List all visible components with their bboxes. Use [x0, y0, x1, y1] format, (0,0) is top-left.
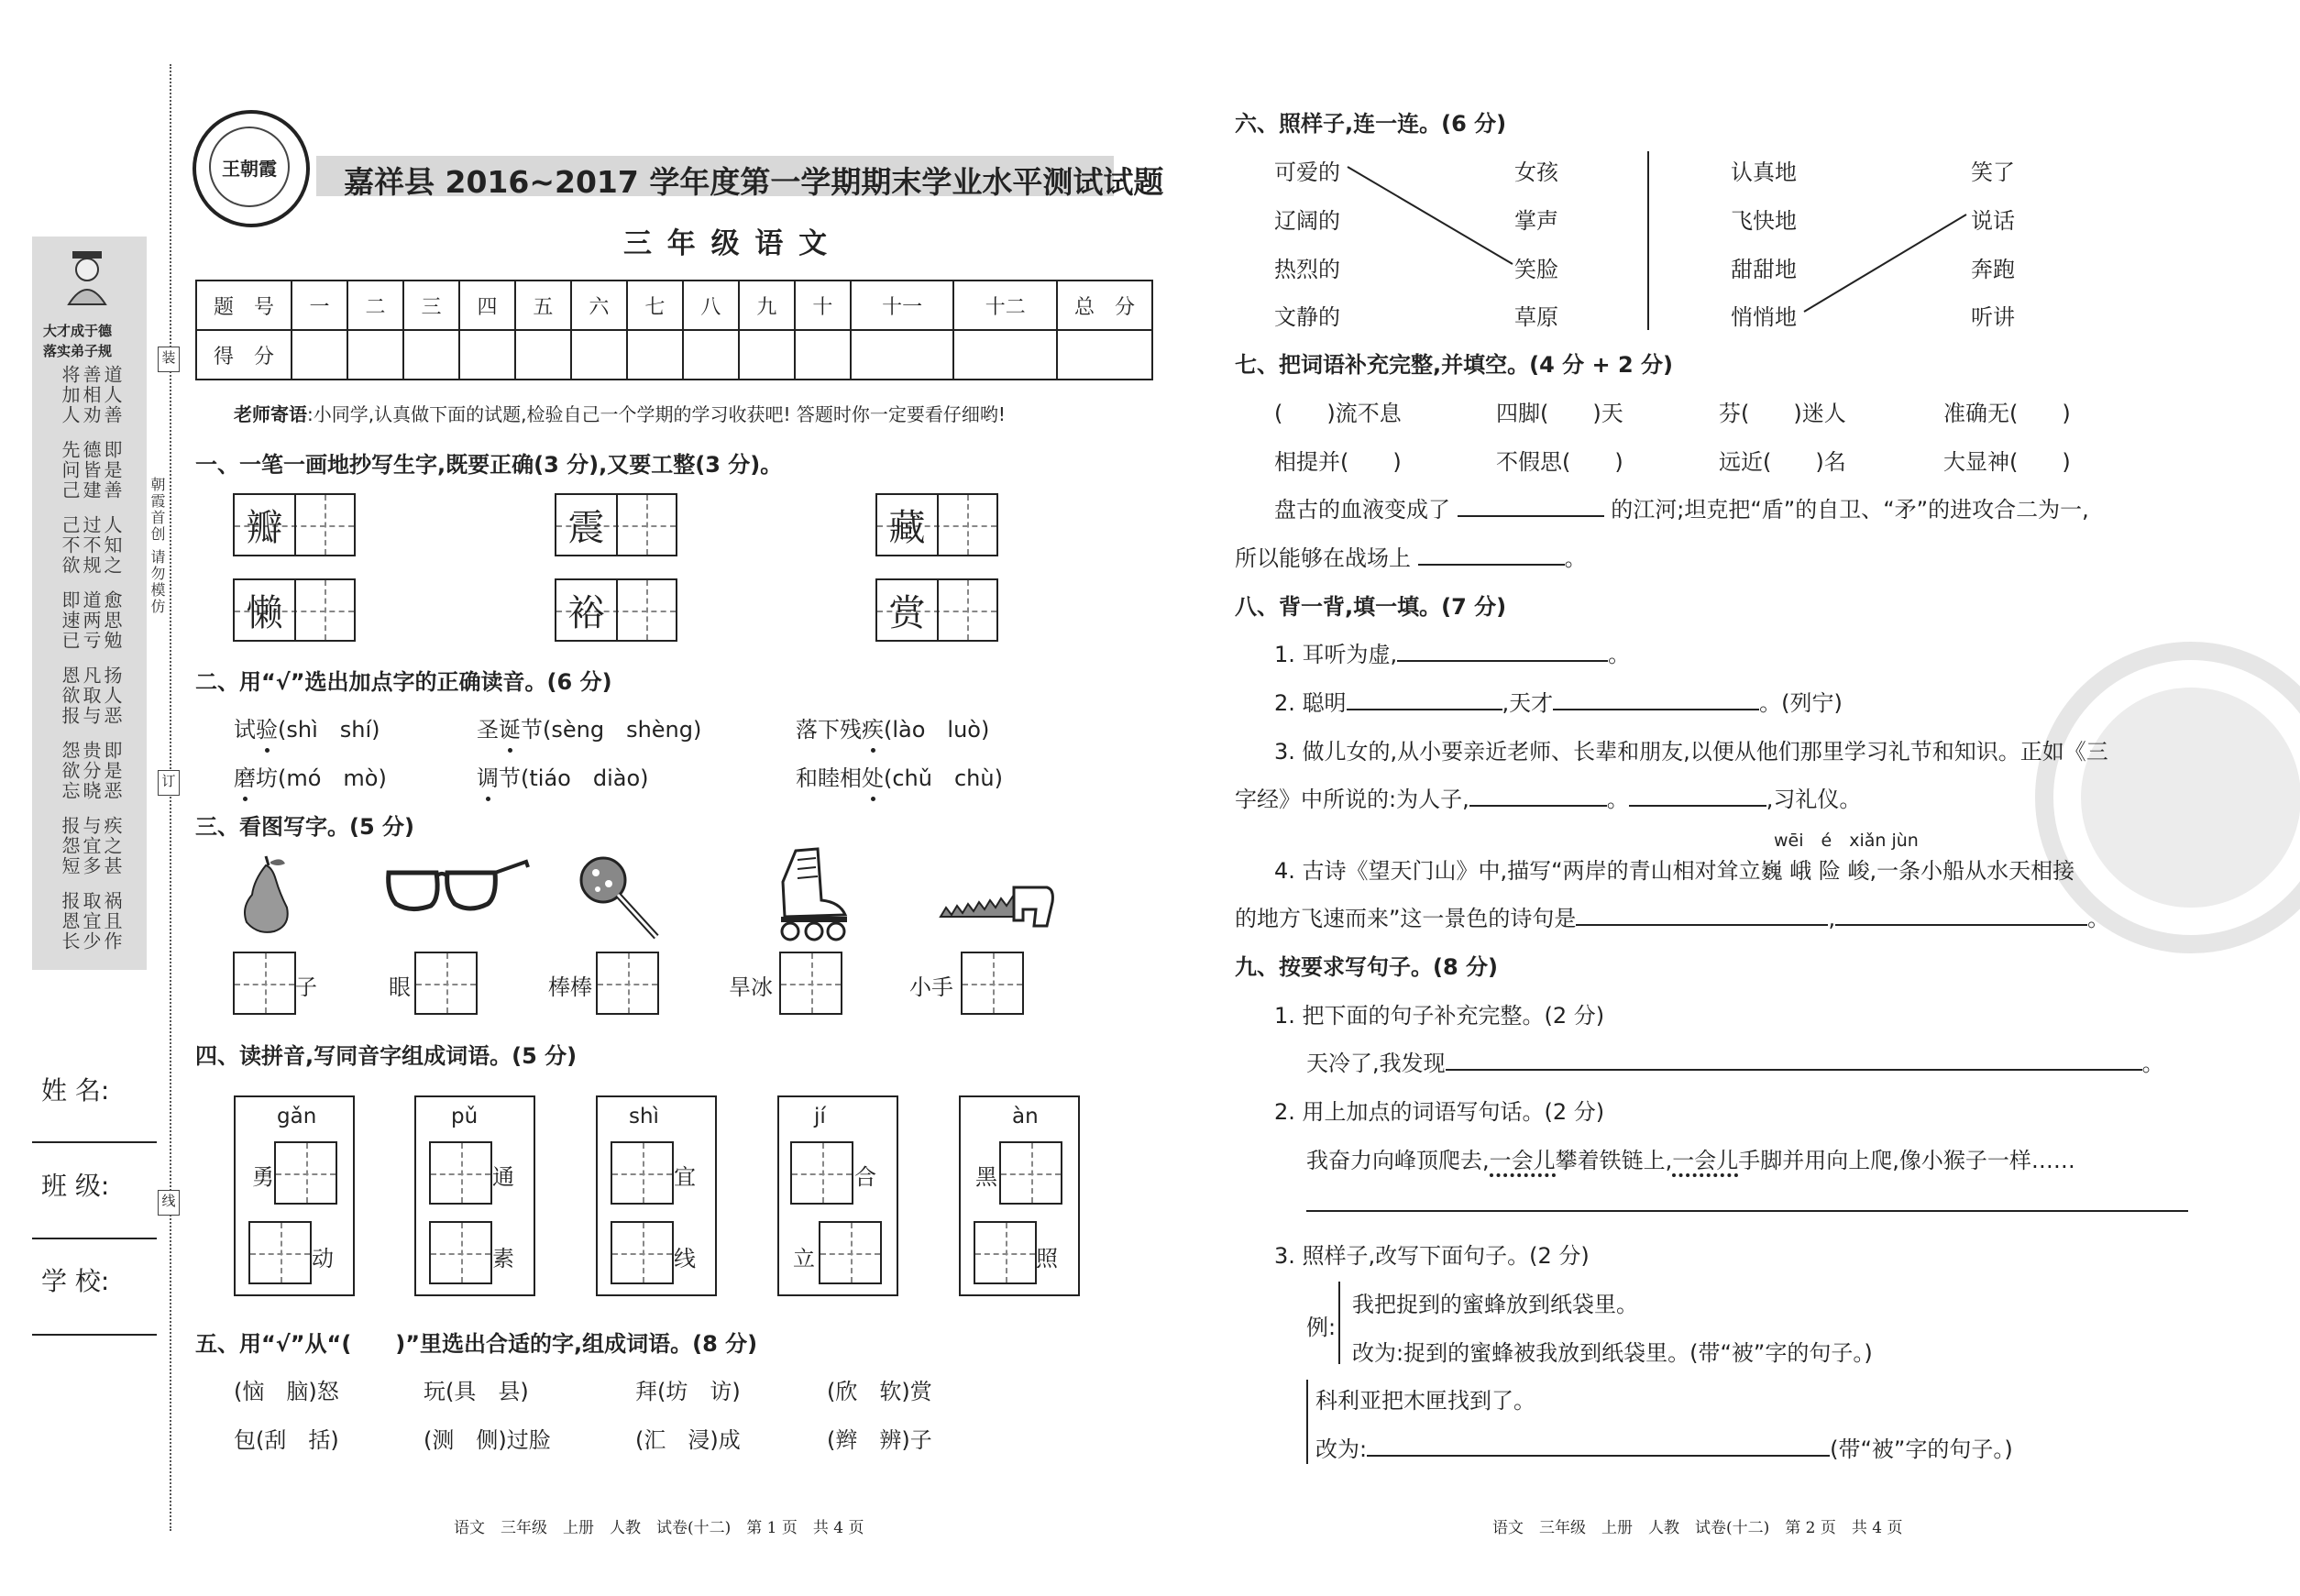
- text: ,: [1828, 906, 1836, 931]
- motto-col: 道两亏: [80, 590, 102, 651]
- score-cell: 三: [403, 281, 459, 330]
- score-cell: 二: [347, 281, 403, 330]
- pinyin-annotation: wēi é xiǎn jùn: [1774, 831, 1919, 851]
- seal-mark: 线: [158, 1190, 180, 1216]
- dotted-char: 疾: [862, 711, 884, 743]
- match-left-b[interactable]: 草原: [1514, 304, 1558, 330]
- match-right-a[interactable]: 飞快地: [1731, 208, 1797, 234]
- item-post: (shì shí): [278, 717, 380, 743]
- score-cell: 九: [739, 281, 795, 330]
- idiom-blank[interactable]: 不假思( ): [1496, 449, 1623, 475]
- model-char: 藏: [888, 507, 926, 549]
- example-original: 我把捉到的蜜蜂放到纸袋里。: [1352, 1292, 1638, 1317]
- score-cell: 题 号: [196, 281, 292, 330]
- fill-blank[interactable]: [1469, 785, 1607, 807]
- footer-right: 语文 三年级 上册 人教 试卷(十二) 第 2 页 共 4 页: [1492, 1519, 1903, 1537]
- fill-blank[interactable]: [1446, 1049, 2142, 1071]
- card-word: 立: [793, 1246, 815, 1271]
- text: 的江河;坦克把“盾”的自卫、“矛”的进攻合二为一,: [1611, 497, 2089, 523]
- text: ,习礼仪。: [1766, 787, 1862, 812]
- motto-bottom: 落实弟子规: [43, 343, 113, 359]
- q8-item-3a: 3. 做儿女的,从小要亲近老师、长辈和朋友,以便从他们那里学习礼节和知识。正如《三: [1274, 739, 2108, 765]
- motto-col: 己不欲: [59, 515, 81, 576]
- match-left-a[interactable]: 可爱的: [1274, 160, 1340, 185]
- score-cell: 一: [292, 281, 347, 330]
- pinyin: pǔ: [451, 1105, 479, 1128]
- text: 。: [1606, 787, 1629, 812]
- idiom-blank[interactable]: 远近( )名: [1719, 449, 1846, 475]
- q8-title: 八、背一背,填一填。(7 分): [1235, 594, 1507, 620]
- text: 所以能够在战场上: [1235, 545, 1411, 571]
- q9-part-2: 2. 用上加点的词语写句话。(2 分): [1274, 1099, 1605, 1125]
- idiom-blank[interactable]: 四脚( )天: [1496, 401, 1623, 426]
- choice-item[interactable]: (欣 软)赏: [827, 1379, 932, 1404]
- motto-col: 祸且作: [101, 891, 123, 952]
- choice-item[interactable]: (恼 脑)怒: [234, 1379, 339, 1404]
- pic-label-before: 眼: [389, 974, 411, 1000]
- pinyin: àn: [1012, 1105, 1039, 1128]
- pinyin: shì: [629, 1105, 659, 1128]
- q8-item-4b: [1235, 900, 2109, 932]
- motto-col: 即是善: [101, 440, 123, 501]
- match-left-a[interactable]: 文静的: [1274, 304, 1340, 330]
- teacher-note-text: :小同学,认真做下面的试题,检验自己一个学期的学习收获吧! 答题时你一定要看仔细哟!: [307, 403, 1006, 425]
- match-right-b[interactable]: 奔跑: [1971, 257, 2015, 282]
- text: 。: [2087, 906, 2110, 931]
- score-cell: 四: [459, 281, 515, 330]
- motto-col: 扬人恶: [101, 666, 123, 726]
- motto-col: 贵分晓: [80, 741, 102, 801]
- match-left-b[interactable]: 女孩: [1514, 160, 1558, 185]
- match-right-b[interactable]: 说话: [1971, 208, 2015, 234]
- dotted-char: 调: [477, 760, 499, 792]
- q8-item-3b: [1235, 781, 1861, 813]
- item-post: (lào luò): [884, 717, 990, 743]
- model-char: 震: [567, 507, 605, 549]
- score-cell: 十二: [953, 281, 1057, 330]
- fill-blank[interactable]: [1835, 904, 2087, 926]
- teacher-note-label: 老师寄语: [234, 403, 307, 425]
- copyright-note: 朝霞首创 请勿模仿: [149, 477, 166, 616]
- motto-col: 即是恶: [101, 741, 123, 801]
- text: 改为:: [1315, 1436, 1368, 1462]
- task-sentence: 科利亚把木匣找到了。: [1315, 1388, 1535, 1414]
- match-left-a[interactable]: 热烈的: [1274, 257, 1340, 282]
- item-post: 节(tiáo diào): [499, 765, 649, 791]
- motto-col: 德皆建: [80, 440, 102, 501]
- seal-mark: 订: [158, 770, 180, 796]
- item-pre: 圣: [477, 717, 499, 743]
- answer-line[interactable]: [1306, 1210, 2188, 1212]
- pinyin: jí: [814, 1105, 826, 1128]
- score-cell: 七: [627, 281, 683, 330]
- fill-blank[interactable]: [1576, 904, 1828, 926]
- score-cell: 五: [515, 281, 571, 330]
- name-label: 姓 名:: [41, 1075, 110, 1106]
- match-right-b[interactable]: 笑了: [1971, 160, 2015, 185]
- dotted-word: 一会儿: [1490, 1148, 1556, 1177]
- q9-part-3: 3. 照样子,改写下面句子。(2 分): [1274, 1243, 1590, 1269]
- choice-item[interactable]: (辫 辨)子: [827, 1427, 932, 1453]
- item-pre: 落下残: [796, 717, 862, 743]
- score-label: 得 分: [196, 330, 292, 380]
- match-left-a[interactable]: 辽阔的: [1274, 208, 1340, 234]
- item-post: 坊(mó mò): [256, 765, 387, 791]
- motto-col: 过不规: [80, 515, 102, 576]
- card-word: 宜: [674, 1164, 696, 1190]
- item-pre: 和睦相: [796, 765, 862, 791]
- school-label: 学 校:: [41, 1266, 110, 1296]
- card-word: 照: [1036, 1246, 1058, 1271]
- motto-col: 怨欲忘: [59, 741, 81, 801]
- dotted-char: 诞: [499, 711, 521, 743]
- card-word: 合: [854, 1164, 876, 1190]
- motto-col: 报恩长: [59, 891, 81, 952]
- example-label: 例:: [1306, 1315, 1337, 1340]
- logo-text: 王朝霞: [222, 157, 277, 180]
- motto-col: 报怨短: [59, 816, 81, 876]
- motto-col: 疾之甚: [101, 816, 123, 876]
- text: 。(列宁): [1759, 690, 1843, 716]
- choice-item[interactable]: 玩(具 县): [424, 1379, 529, 1404]
- score-cell: 六: [571, 281, 627, 330]
- motto-col: 与宜多: [80, 816, 102, 876]
- fill-blank[interactable]: [1367, 1435, 1830, 1457]
- motto-col: 即速已: [59, 590, 81, 651]
- card-word: 通: [492, 1164, 514, 1190]
- motto-col: 先问己: [59, 440, 81, 501]
- q5-title: 五、用“√”从“( )”里选出合适的字,组成词语。(8 分): [195, 1331, 758, 1357]
- idiom-blank[interactable]: 芬( )迷人: [1719, 401, 1846, 426]
- q4-title: 四、读拼音,写同音字组成词语。(5 分): [195, 1043, 578, 1069]
- q9-title: 九、按要求写句子。(8 分): [1235, 954, 1498, 980]
- fill-blank[interactable]: [1418, 544, 1565, 566]
- text: ,天才: [1502, 690, 1554, 716]
- example-rewritten: 改为:捉到的蜜蜂被我放到纸袋里。(带“被”字的句子。): [1352, 1340, 1873, 1366]
- q7-title: 七、把词语补充完整,并填空。(4 分 + 2 分): [1235, 352, 1673, 378]
- pic-label-before: 棒棒: [548, 974, 592, 1000]
- item-post: 节(sèng shèng): [521, 717, 702, 743]
- choice-item[interactable]: 拜(坊 访): [635, 1379, 741, 1404]
- choice-item[interactable]: 包(刮 括): [234, 1427, 339, 1453]
- choice-item[interactable]: (测 侧)过脸: [424, 1427, 551, 1453]
- fill-blank[interactable]: [1397, 640, 1608, 662]
- motto-col: 取宜少: [80, 891, 102, 952]
- text: (带“被”字的句子。): [1830, 1436, 2013, 1462]
- idiom-blank[interactable]: 相提并( ): [1274, 449, 1402, 475]
- model-char: 瓣: [246, 507, 283, 549]
- q3-title: 三、看图写字。(5 分): [195, 814, 414, 840]
- idiom-blank[interactable]: ( )流不息: [1274, 401, 1402, 426]
- q8-item-1: 1. 耳听为虚, 。: [1274, 642, 1631, 667]
- score-cell: 十: [795, 281, 851, 330]
- match-right-a[interactable]: 甜甜地: [1731, 257, 1797, 282]
- fill-blank[interactable]: [1629, 785, 1766, 807]
- dotted-char: 验: [256, 711, 278, 743]
- card-word: 勇: [252, 1164, 274, 1190]
- model-char: 裕: [567, 592, 605, 634]
- pic-label-before: 小手: [909, 974, 953, 1000]
- q6-title: 六、照样子,连一连。(6 分): [1235, 111, 1507, 137]
- q7-sentence-2: [1235, 540, 1587, 572]
- text: 手脚并用向上爬,像小猴子一样……: [1738, 1148, 2075, 1173]
- model-char: 赏: [888, 592, 926, 634]
- task-bracket: [1306, 1380, 1308, 1464]
- text: 的地方飞速而来”这一景色的诗句是: [1235, 906, 1577, 931]
- item-post: (chǔ chù): [884, 765, 1003, 791]
- q1-title: 一、一笔一画地抄写生字,既要正确(3 分),又要工整(3 分)。: [195, 452, 783, 478]
- card-word: 黑: [975, 1164, 997, 1190]
- footer-left: 语文 三年级 上册 人教 试卷(十二) 第 1 页 共 4 页: [454, 1519, 864, 1537]
- motto-col: 人知之: [101, 515, 123, 576]
- seal-mark: 装: [158, 347, 180, 372]
- choice-item[interactable]: (汇 浸)成: [635, 1427, 741, 1453]
- card-word: 线: [674, 1246, 696, 1271]
- q9-sentence-2: [1306, 1142, 2075, 1174]
- pic-label-after: 子: [295, 974, 317, 1000]
- score-cell: 八: [683, 281, 739, 330]
- match-right-a[interactable]: 认真地: [1731, 160, 1797, 185]
- pinyin: gǎn: [277, 1105, 317, 1128]
- q8-item-4a: 4. 古诗《望天门山》中,描写“两岸的青山相对耸立巍 峨 险 峻,一条小船从水天相接: [1274, 858, 2075, 884]
- score-cell: 十一: [851, 281, 954, 330]
- q2-title: 二、用“√”选出加点字的正确读音。(6 分): [195, 669, 612, 695]
- example-bracket: [1338, 1282, 1340, 1364]
- exam-subject: 三 年 级 语 文: [623, 227, 831, 260]
- exam-title: 嘉祥县 2016~2017 学年度第一学期期末学业水平测试试题: [344, 164, 1164, 200]
- text: 。: [1564, 545, 1587, 571]
- text: 2. 聪明: [1274, 690, 1347, 716]
- motto-col: 恩欲报: [59, 666, 81, 726]
- fill-blank[interactable]: [1553, 688, 1759, 710]
- dotted-char: 磨: [234, 760, 256, 792]
- score-cell: 总 分: [1057, 281, 1152, 330]
- fill-blank[interactable]: [1458, 495, 1604, 517]
- task-answer: [1315, 1431, 2013, 1463]
- motto-col: 道人善: [101, 365, 123, 425]
- match-right-a[interactable]: 悄悄地: [1731, 304, 1797, 330]
- motto-col: 愈思勉: [101, 590, 123, 651]
- match-left-b[interactable]: 掌声: [1514, 208, 1558, 234]
- motto-col: 善相劝: [80, 365, 102, 425]
- dotted-char: 处: [862, 760, 884, 792]
- class-label: 班 级:: [41, 1171, 110, 1201]
- idiom-blank[interactable]: 准确无( ): [1943, 401, 2071, 426]
- pic-label-before: 旱冰: [729, 974, 773, 1000]
- q9-part-1: 1. 把下面的句子补充完整。(2 分): [1274, 1003, 1605, 1029]
- idiom-blank[interactable]: 大显神( ): [1943, 449, 2071, 475]
- model-char: 懒: [246, 592, 283, 634]
- motto-col: 凡取与: [80, 666, 102, 726]
- text: 我奋力向峰顶爬去,: [1306, 1148, 1490, 1173]
- text: 盘古的血液变成了: [1274, 497, 1450, 523]
- match-left-b[interactable]: 笑脸: [1514, 257, 1558, 282]
- item-pre: 试: [234, 717, 256, 743]
- q8-item-2: [1274, 685, 1843, 717]
- motto-col: 将加人: [59, 365, 81, 425]
- card-word: 素: [492, 1246, 514, 1271]
- q9-sentence-1: 天冷了,我发现 。: [1306, 1051, 2164, 1076]
- text: 字经》中所说的:为人子,: [1235, 787, 1469, 812]
- text: 攀着铁链上,: [1555, 1148, 1673, 1173]
- motto-top: 大才成于德: [43, 323, 113, 339]
- text: 天冷了,我发现: [1306, 1051, 1446, 1076]
- card-word: 动: [312, 1246, 334, 1271]
- dotted-word: 一会儿: [1672, 1148, 1738, 1177]
- q7-sentence-1: [1274, 491, 2089, 523]
- match-right-b[interactable]: 听讲: [1971, 304, 2015, 330]
- text: 1. 耳听为虚,: [1274, 642, 1398, 667]
- fill-blank[interactable]: [1347, 688, 1502, 710]
